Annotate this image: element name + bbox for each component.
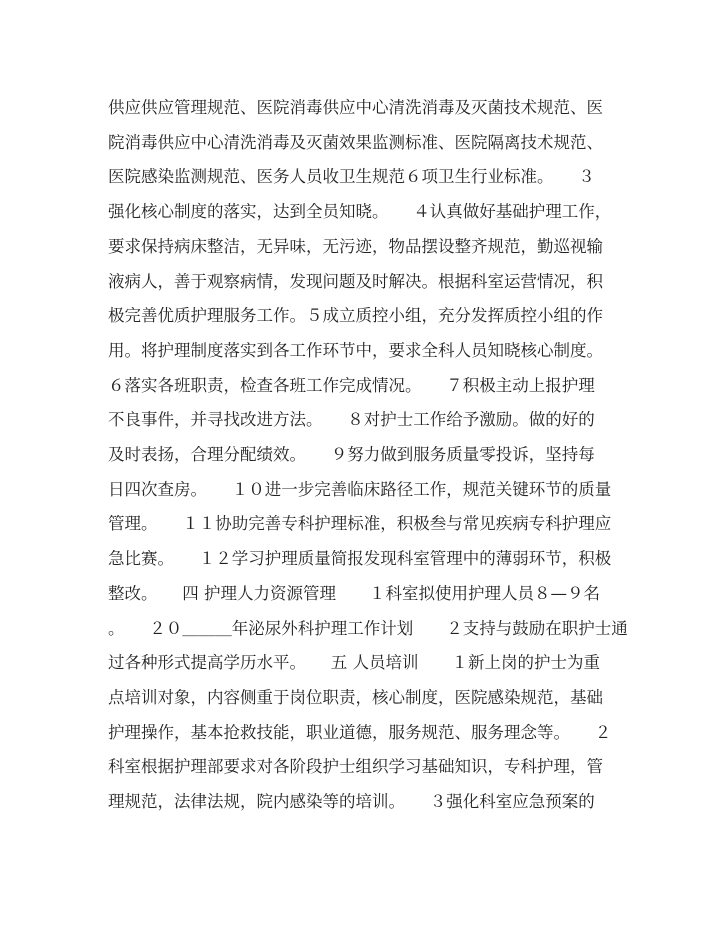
text-line: 医院感染监测规范、医务人员收卫生规范６项卫生行业标准。 ３	[108, 167, 595, 187]
text-line: 院消毒供应中心清洗消毒及灭菌效果监测标准、医院隔离技术规范、	[108, 132, 603, 152]
text-line: 护理操作，基本抢救技能，职业道德，服务规范、服务理念等。 ２	[108, 722, 612, 742]
text-line: 日四次查房。 １０进一步完善临床路径工作，规范关键环节的质量	[108, 479, 612, 499]
text-line: ６落实各班职责，检查各班工作完成情况。 ７积极主动上报护理	[108, 375, 595, 395]
text-line: 供应供应管理规范、医院消毒供应中心清洗消毒及灭菌技术规范、医	[108, 98, 603, 117]
text-line: 管理。 １１协助完善专科护理标准，积极叁与常见疾病专科护理应	[108, 514, 612, 534]
text-line: 要求保持病床整洁，无异味，无污迹，物品摆设整齐规范，勤巡视输	[108, 236, 603, 256]
text-line: 整改。 四 护理人力资源管理 １科室拟使用护理人员８—９名	[108, 583, 600, 603]
text-line: 用。将护理制度落实到各工作环节中，要求全科人员知晓核心制度。	[108, 340, 603, 360]
text-line: 理规范，法律法规，院内感染等的培训。 ３强化科室应急预案的	[108, 792, 595, 811]
text-line: 及时表扬，合理分配绩效。 ９努力做到服务质量零投诉，坚持每	[108, 445, 595, 464]
text-line: 。 ２０＿＿＿年泌尿外科护理工作计划 ２支持与鼓励在职护士通	[108, 618, 628, 638]
text-line: 不良事件，并寻找改进方法。 ８对护士工作给予激励。做的好的	[108, 410, 595, 430]
text-line: 液病人，善于观察病情，发现问题及时解决。根据科室运营情况，积	[108, 271, 603, 291]
text-line: 过各种形式提高学历水平。 五 人员培训 １新上岗的护士为重	[108, 653, 600, 673]
text-line: 科室根据护理部要求对各阶段护士组织学习基础知识，专科护理，管	[108, 757, 603, 777]
text-line: 极完善优质护理服务工作。５成立质控小组，充分发挥质控小组的作	[108, 306, 603, 326]
text-line: 急比赛。 １２学习护理质量简报发现科室管理中的薄弱环节，积极	[108, 549, 612, 569]
text-line: 点培训对象，内容侧重于岗位职责，核心制度，医院感染规范，基础	[108, 687, 603, 707]
text-line: 强化核心制度的落实，达到全员知晓。 ４认真做好基础护理工作，	[108, 202, 612, 222]
